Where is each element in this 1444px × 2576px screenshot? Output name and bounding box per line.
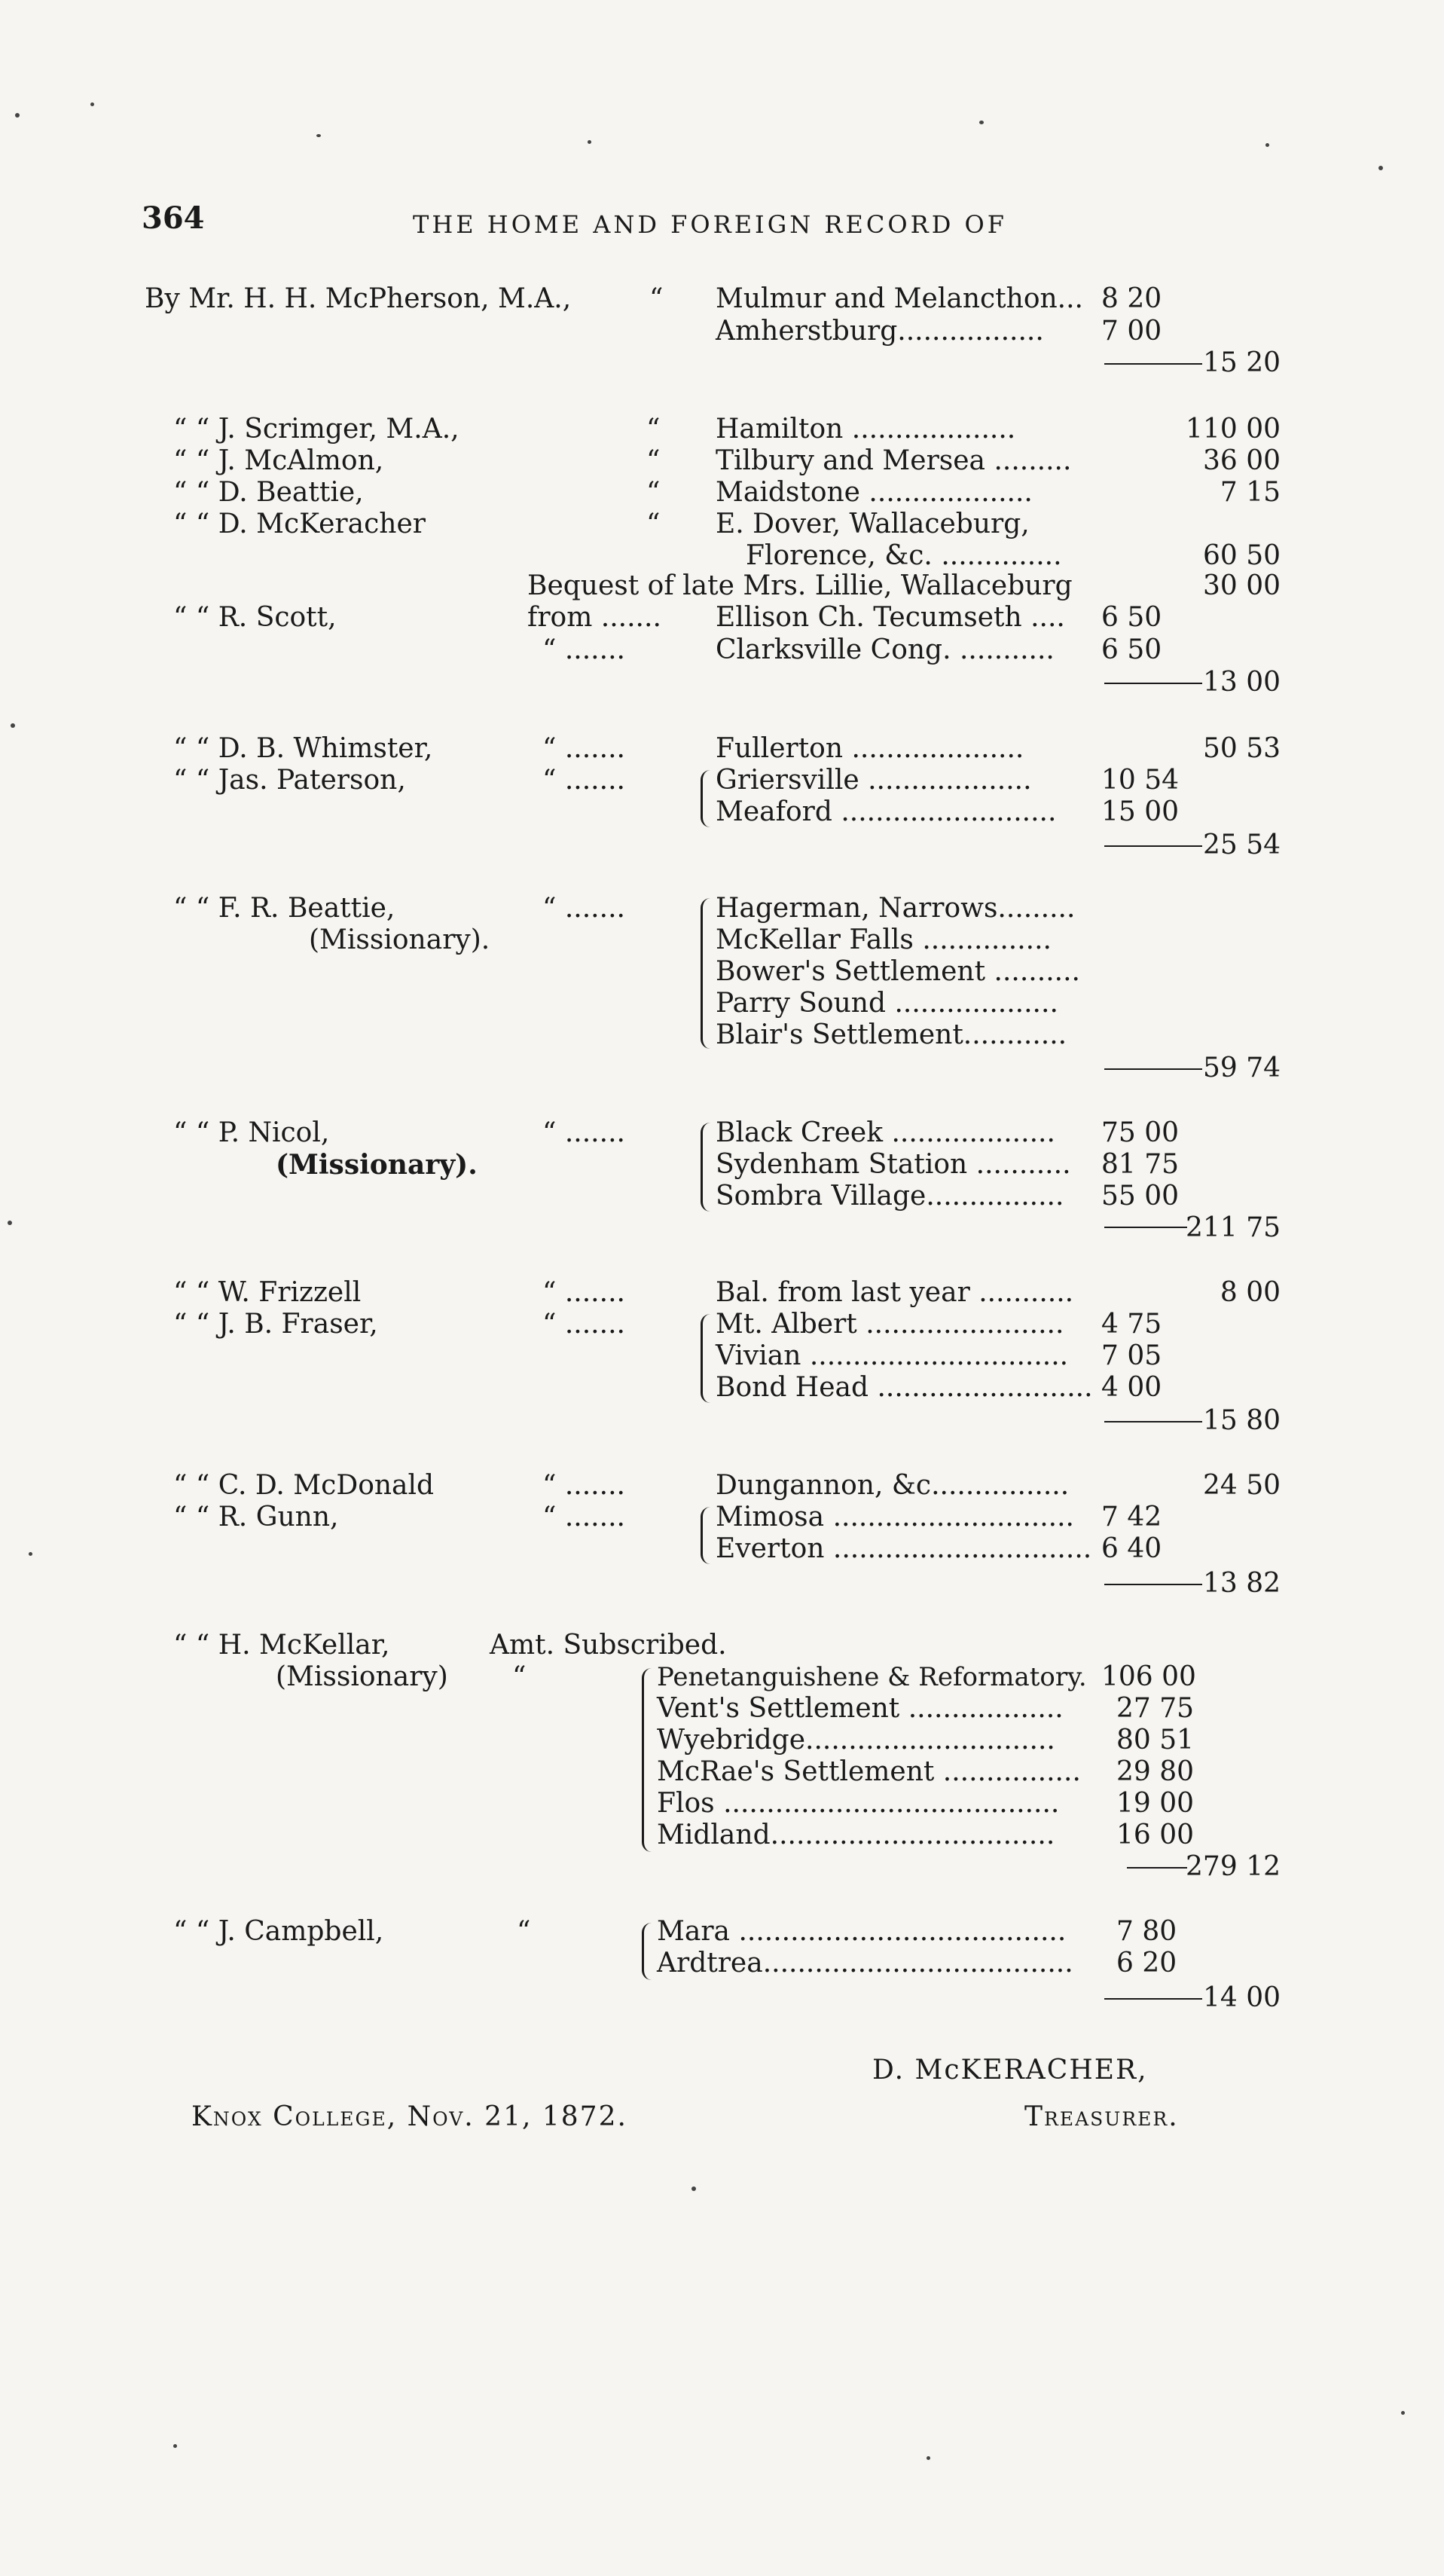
place-name: Vent's Settlement .................. bbox=[657, 1693, 1064, 1724]
page-number: 364 bbox=[142, 200, 205, 236]
bequest-line: Bequest of late Mrs. Lillie, Wallaceburg bbox=[527, 570, 1073, 601]
line-amount: 81 75 bbox=[1101, 1149, 1180, 1180]
place-name: Maidstone ................... bbox=[716, 477, 1033, 508]
scan-speck bbox=[11, 723, 15, 728]
place-name: Florence, &c. .............. bbox=[746, 540, 1062, 571]
line-amount: 29 80 bbox=[1116, 1756, 1195, 1787]
line-amount: 75 00 bbox=[1101, 1117, 1180, 1148]
block-total: 36 00 bbox=[1202, 445, 1281, 476]
line-amount: 7 05 bbox=[1101, 1340, 1162, 1371]
place-name: Bower's Settlement .......... bbox=[716, 956, 1080, 987]
brace-bracket bbox=[642, 1923, 652, 1980]
block-total: 8 00 bbox=[1220, 1277, 1281, 1308]
place-name: Sydenham Station ........... bbox=[716, 1149, 1071, 1180]
place-date-text: Knox College, Nov. 21, 1872. bbox=[191, 2101, 627, 2132]
scan-speck bbox=[1265, 143, 1269, 147]
contributor-name: “ “ C. D. McDonald bbox=[173, 1470, 435, 1501]
place-name: McKellar Falls ............... bbox=[716, 924, 1052, 955]
ditto-mark: from ....... bbox=[527, 602, 661, 633]
contributor-name: “ “ F. R. Beattie, bbox=[173, 893, 395, 924]
signature-title bbox=[1024, 2102, 1179, 2132]
place-name: Hagerman, Narrows......... bbox=[716, 893, 1076, 924]
scan-speck bbox=[90, 102, 94, 106]
block-total: 15 20 bbox=[1202, 347, 1281, 378]
line-amount: 6 20 bbox=[1116, 1948, 1177, 1979]
ditto-mark: “ ....... bbox=[542, 1277, 625, 1308]
block-total: 13 82 bbox=[1202, 1568, 1281, 1599]
scan-speck bbox=[15, 113, 20, 118]
place-name: Midland................................. bbox=[657, 1820, 1055, 1850]
place-name: Ardtrea.................................... bbox=[657, 1948, 1073, 1979]
place-name: Parry Sound ................... bbox=[716, 988, 1058, 1019]
contributor-name: “ “ J. Campbell, bbox=[173, 1916, 384, 1947]
missionary-label: (Missionary) bbox=[276, 1661, 448, 1692]
place-name: Blair's Settlement............ bbox=[716, 1019, 1067, 1050]
block-total: 13 00 bbox=[1202, 667, 1281, 698]
running-title: THE HOME AND FOREIGN RECORD OF bbox=[413, 210, 1007, 239]
scan-speck bbox=[316, 134, 321, 137]
missionary-label: (Missionary). bbox=[276, 1149, 478, 1181]
place-name: Clarksville Cong. ........... bbox=[716, 634, 1055, 665]
line-amount: 19 00 bbox=[1116, 1788, 1195, 1819]
block-total: 279 12 bbox=[1186, 1851, 1281, 1882]
ditto-mark: “ ....... bbox=[542, 893, 625, 924]
block-total: 30 00 bbox=[1202, 570, 1281, 601]
place-name: Mimosa ............................ bbox=[716, 1502, 1074, 1532]
contributor-name: “ “ D. B. Whimster, bbox=[173, 733, 433, 764]
place-name: Ellison Ch. Tecumseth .... bbox=[716, 602, 1065, 633]
scan-speck bbox=[173, 2444, 177, 2448]
place-name: Vivian .............................. bbox=[716, 1340, 1069, 1371]
line-amount: 16 00 bbox=[1116, 1820, 1195, 1850]
signature-title-text: Treasurer. bbox=[1024, 2101, 1179, 2132]
place-name: Mara ...................................... bbox=[657, 1916, 1067, 1947]
place-name: Fullerton .................... bbox=[716, 733, 1024, 764]
ditto-mark: “ bbox=[649, 283, 664, 314]
scan-speck bbox=[8, 1221, 12, 1225]
contributor-name: “ “ R. Scott, bbox=[173, 602, 337, 633]
ditto-mark: “ ....... bbox=[542, 1502, 625, 1532]
line-amount: 4 75 bbox=[1101, 1309, 1162, 1340]
contributor-name: “ “ R. Gunn, bbox=[173, 1502, 339, 1532]
place-name: Everton .............................. bbox=[716, 1533, 1092, 1564]
contributor-name: “ “ W. Frizzell bbox=[173, 1277, 362, 1308]
ditto-mark: “ ....... bbox=[542, 1117, 625, 1148]
place-name: Sombra Village................ bbox=[716, 1181, 1064, 1212]
place-name: Wyebridge............................. bbox=[657, 1725, 1055, 1756]
line-amount: 6 50 bbox=[1101, 634, 1162, 665]
scan-speck bbox=[29, 1552, 32, 1556]
place-name: Flos ....................................... bbox=[657, 1788, 1060, 1819]
block-total: 60 50 bbox=[1202, 540, 1281, 571]
ditto-mark: “ ....... bbox=[542, 1309, 625, 1340]
scan-speck bbox=[588, 140, 591, 144]
place-name: Mulmur and Melancthon... bbox=[716, 283, 1084, 314]
contributor-name: “ “ D. Beattie, bbox=[173, 477, 364, 508]
contributor-name: “ “ J. B. Fraser, bbox=[173, 1309, 378, 1340]
block-total: 15 80 bbox=[1202, 1405, 1281, 1436]
contributor-name: “ “ Jas. Paterson, bbox=[173, 765, 406, 796]
brace-bracket bbox=[701, 1123, 710, 1212]
line-amount: 6 50 bbox=[1101, 602, 1162, 633]
line-amount: 10 54 bbox=[1101, 765, 1180, 796]
contributor-name: “ “ H. McKellar, bbox=[173, 1630, 390, 1661]
contributor-name: “ “ P. Nicol, bbox=[173, 1117, 330, 1148]
scan-speck bbox=[1401, 2411, 1405, 2415]
place-name: Dungannon, &c................ bbox=[716, 1470, 1070, 1501]
place-name: Penetanguishene & Reformatory. bbox=[657, 1662, 1087, 1692]
block-total: 211 75 bbox=[1186, 1212, 1281, 1243]
line-amount: 7 42 bbox=[1101, 1502, 1162, 1532]
place-date bbox=[191, 2102, 627, 2132]
block-total: 24 50 bbox=[1202, 1470, 1281, 1501]
ditto-mark: “ ....... bbox=[542, 733, 625, 764]
block-total: 14 00 bbox=[1202, 1982, 1281, 2013]
ditto-mark: “ ....... bbox=[542, 765, 625, 796]
place-name: Tilbury and Mersea ......... bbox=[716, 445, 1072, 476]
ditto-mark: “ bbox=[646, 477, 661, 508]
line-amount: 27 75 bbox=[1116, 1693, 1195, 1724]
place-name: McRae's Settlement ................ bbox=[657, 1756, 1081, 1787]
place-name: Bond Head ......................... bbox=[716, 1372, 1093, 1403]
line-amount: 4 00 bbox=[1101, 1372, 1162, 1403]
block-total: 110 00 bbox=[1186, 414, 1281, 445]
missionary-label: (Missionary). bbox=[309, 924, 490, 955]
ditto-mark: “ bbox=[646, 414, 661, 445]
block-total: 25 54 bbox=[1202, 830, 1281, 860]
ditto-mark: “ bbox=[646, 509, 661, 539]
ditto-mark: “ bbox=[512, 1661, 527, 1692]
ditto-mark: “ bbox=[517, 1916, 531, 1947]
block-total: 7 15 bbox=[1220, 477, 1281, 508]
line-amount: 7 80 bbox=[1116, 1916, 1177, 1947]
brace-bracket bbox=[642, 1668, 652, 1852]
scan-speck bbox=[927, 2456, 930, 2460]
place-name: Black Creek ................... bbox=[716, 1117, 1055, 1148]
place-name: Bal. from last year ........... bbox=[716, 1277, 1074, 1308]
scan-speck bbox=[1378, 166, 1383, 170]
place-name: Amherstburg................. bbox=[716, 316, 1044, 347]
place-name: E. Dover, Wallaceburg, bbox=[716, 509, 1030, 539]
line-amount: 15 00 bbox=[1101, 796, 1180, 827]
scan-speck bbox=[979, 121, 984, 124]
ditto-mark: “ ....... bbox=[542, 1470, 625, 1501]
signature-name: D. McKERACHER, bbox=[872, 2055, 1148, 2086]
contributor-name: “ “ D. McKeracher bbox=[173, 509, 426, 539]
place-name: Hamilton ................... bbox=[716, 414, 1016, 445]
brace-bracket bbox=[701, 1314, 710, 1403]
line-amount: 106 00 bbox=[1101, 1661, 1196, 1692]
contributor-name: “ “ J. Scrimger, M.A., bbox=[173, 414, 459, 445]
place-name: Griersville ................... bbox=[716, 765, 1032, 796]
place-name: Mt. Albert ....................... bbox=[716, 1309, 1064, 1340]
line-amount: 80 51 bbox=[1116, 1725, 1195, 1756]
line-amount: 55 00 bbox=[1101, 1181, 1180, 1212]
ditto-mark: “ ....... bbox=[542, 634, 625, 665]
brace-bracket bbox=[701, 898, 710, 1049]
block-total: 59 74 bbox=[1202, 1053, 1281, 1083]
contributor-name: By Mr. H. H. McPherson, M.A., bbox=[145, 283, 572, 314]
subscribed-label: Amt. Subscribed. bbox=[490, 1630, 727, 1661]
ditto-mark: “ bbox=[646, 445, 661, 476]
line-amount: 8 20 bbox=[1101, 283, 1162, 314]
block-total: 50 53 bbox=[1202, 733, 1281, 764]
scan-speck bbox=[691, 2186, 696, 2191]
brace-bracket bbox=[701, 770, 710, 827]
contributor-name: “ “ J. McAlmon, bbox=[173, 445, 384, 476]
line-amount: 6 40 bbox=[1101, 1533, 1162, 1564]
line-amount: 7 00 bbox=[1101, 316, 1162, 347]
brace-bracket bbox=[701, 1507, 710, 1564]
place-name: Meaford ......................... bbox=[716, 796, 1057, 827]
